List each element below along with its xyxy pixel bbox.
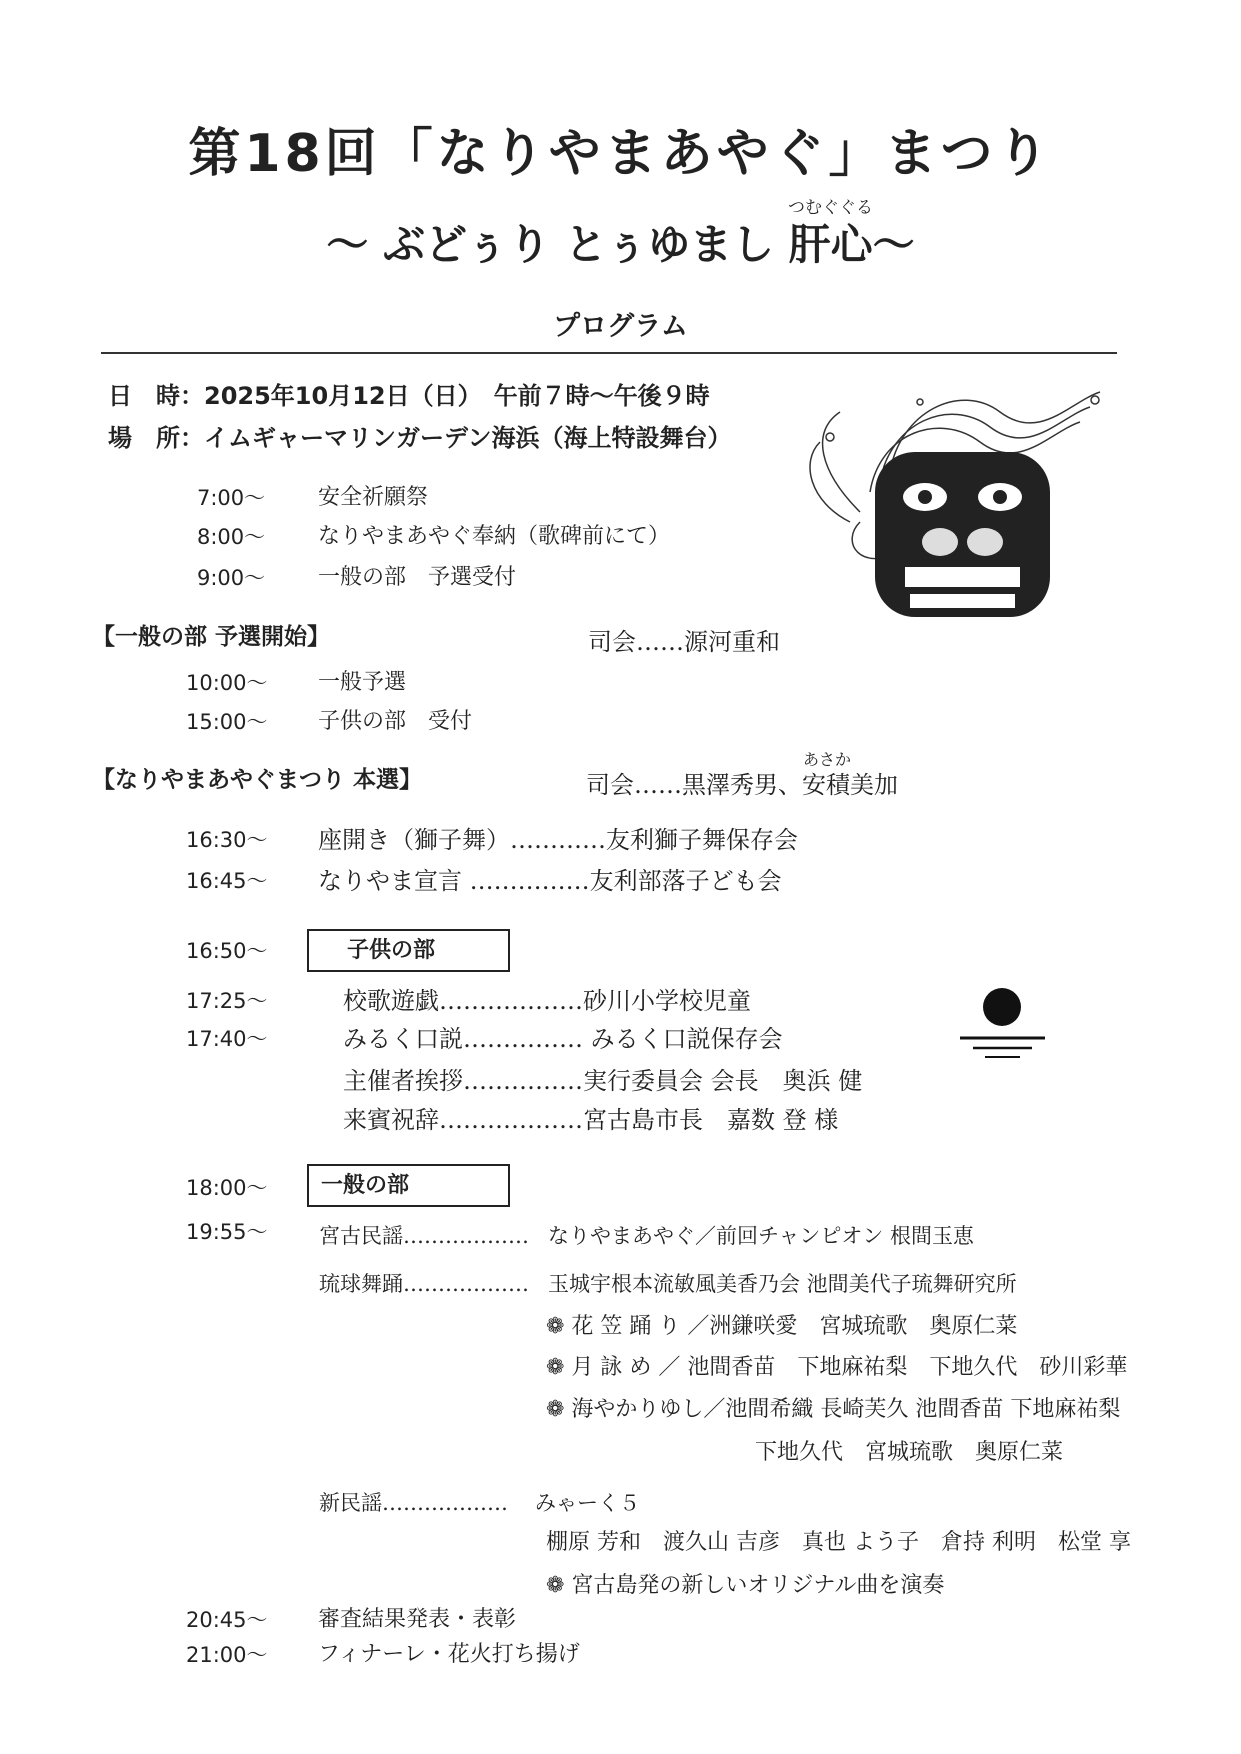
activity: 一般予選	[318, 670, 407, 695]
program-heading: プログラム	[553, 311, 688, 342]
time: 19:55〜	[186, 1220, 268, 1244]
kids-label: 子供の部	[347, 937, 436, 963]
time: 17:25〜	[186, 989, 268, 1013]
time: 7:00〜	[197, 486, 266, 510]
shisa-mask-illustration	[800, 372, 1112, 622]
section-heading: 【なりやまあやぐまつり 本選】	[92, 767, 423, 793]
time: 9:00〜	[197, 566, 266, 590]
activity: なりやま宣言 ……………友利部落子ども会	[318, 867, 782, 895]
genre: 琉球舞踊………………	[319, 1272, 529, 1296]
activity: 安全祈願祭	[318, 485, 429, 510]
page-title: 第18回「なりやまあやぐ」まつり	[188, 124, 1053, 184]
performer: 玉城宇根本流敏風美香乃会 池間美代子琉舞研究所	[548, 1272, 1017, 1296]
time: 21:00〜	[186, 1643, 268, 1667]
time: 18:00〜	[186, 1176, 268, 1200]
time: 15:00〜	[186, 710, 268, 734]
mc: 司会……源河重和	[588, 628, 780, 656]
time: 8:00〜	[197, 525, 266, 549]
place-line: 場 所：イムギャーマリンガーデン海浜（海上特設舞台）	[108, 424, 732, 452]
activity: 座開き（獅子舞）…………友利獅子舞保存会	[318, 826, 798, 854]
activity: みるく口説…………… みるく口説保存会	[343, 1025, 783, 1053]
date-line: 日 時：2025年10月12日（日） 午前７時〜午後９時	[108, 382, 710, 410]
mc-ruby: あさか	[803, 750, 852, 769]
performer: ❁ 宮古島発の新しいオリジナル曲を演奏	[546, 1573, 945, 1598]
activity: 子供の部 受付	[318, 709, 473, 734]
activity: 来賓祝辞………………宮古島市長 嘉数 登 様	[343, 1106, 839, 1134]
time: 16:30〜	[186, 828, 268, 852]
divider	[101, 352, 1117, 354]
time: 20:45〜	[186, 1608, 268, 1632]
performer: 棚原 芳和 渡久山 吉彦 真也 よう子 倉持 利明 松堂 享	[546, 1530, 1131, 1555]
activity: 審査結果発表・表彰	[318, 1607, 517, 1632]
general-label: 一般の部	[321, 1172, 410, 1198]
time: 16:45〜	[186, 869, 268, 893]
subtitle-ruby: つむぐぐる	[788, 198, 873, 218]
performer: 下地久代 宮城琉歌 奥原仁菜	[755, 1440, 1064, 1465]
activity: 校歌遊戯………………砂川小学校児童	[343, 987, 751, 1015]
time: 16:50〜	[186, 939, 268, 963]
performer: なりやまあやぐ／前回チャンピオン 根間玉恵	[548, 1224, 975, 1248]
performer: ❁ 月 詠 め ／ 池間香苗 下地麻祐梨 下地久代 砂川彩華	[546, 1355, 1128, 1380]
activity: 主催者挨拶……………実行委員会 会長 奥浜 健	[343, 1067, 863, 1095]
time: 10:00〜	[186, 671, 268, 695]
mc: 司会……黒澤秀男、安積美加	[586, 771, 898, 799]
time: 17:40〜	[186, 1027, 268, 1051]
kids-section-box	[307, 929, 510, 972]
performer: ❁ 花 笠 踊 り ／洲鎌咲愛 宮城琉歌 奥原仁菜	[546, 1314, 1018, 1339]
general-section-box	[307, 1164, 510, 1207]
genre: 宮古民謡………………	[319, 1224, 529, 1248]
activity: フィナーレ・花火打ち揚げ	[318, 1642, 580, 1667]
subtitle: 〜 ぶどぅり とぅゆまし 肝心〜	[326, 220, 915, 269]
section-heading: 【一般の部 予選開始】	[92, 624, 331, 650]
activity: 一般の部 予選受付	[318, 565, 517, 590]
setting-sun-icon	[955, 985, 1050, 1065]
performer: ❁ 海やかりゆし／池間希織 長崎芙久 池間香苗 下地麻祐梨	[546, 1397, 1121, 1422]
activity: なりやまあやぐ奉納（歌碑前にて）	[318, 524, 671, 549]
genre: 新民謡………………	[319, 1491, 508, 1515]
performer: みゃーく５	[535, 1491, 640, 1515]
